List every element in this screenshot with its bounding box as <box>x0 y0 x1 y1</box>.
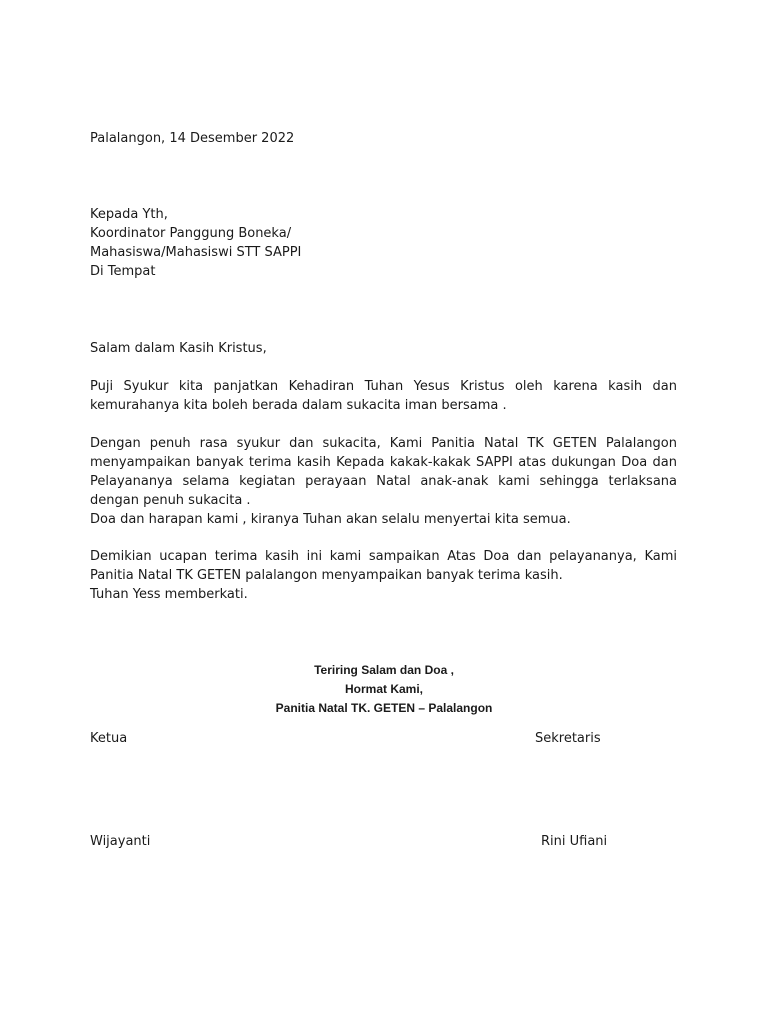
paragraph-closing: Demikian ucapan terima kasih ini kami sampaikan Atas Doa dan pelayananya, Kami Panitia Natal TK GETEN palalangon menyampaikan banyak terima kasih. <box>90 549 677 583</box>
recipient-line: Mahasiswa/Mahasiswi STT SAPPI <box>90 245 302 260</box>
place-date: Palalangon, 14 Desember 2022 <box>90 131 295 146</box>
paragraph-blessing: Tuhan Yess memberkati. <box>90 587 248 602</box>
signatory-role-chair: Ketua <box>90 731 128 746</box>
signatory-name-secretary: Rini Ufiani <box>541 834 608 849</box>
greeting: Salam dalam Kasih Kristus, <box>90 341 267 356</box>
signatory-role-secretary: Sekretaris <box>535 731 601 746</box>
signatory-name-chair: Wijayanti <box>90 834 151 849</box>
recipient-block <box>90 205 677 281</box>
paragraph-opening: Puji Syukur kita panjatkan Kehadiran Tuhan Yesus Kristus oleh karena kasih dan kemurahanya kita boleh berada dalam sukacita iman bersama . <box>90 379 677 413</box>
recipient-line: Kepada Yth, <box>90 207 168 222</box>
closing-line: Panitia Natal TK. GETEN – Palalangon <box>275 701 493 715</box>
closing-line: Teriring Salam dan Doa , <box>314 663 454 677</box>
recipient-line: Koordinator Panggung Boneka/ <box>90 226 292 241</box>
paragraph-thanks: Dengan penuh rasa syukur dan sukacita, Kami Panitia Natal TK GETEN Palalangon menyampaikan banyak terima kasih Kepada kakak-kakak SAPPI atas dukungan Doa dan Pelayananya selama kegiatan perayaan Natal anak-anak kami sehingga terlaksana dengan penuh sukacita . <box>90 436 677 508</box>
closing-line: Hormat Kami, <box>344 682 424 696</box>
recipient-line: Di Tempat <box>90 264 156 279</box>
paragraph-prayer: Doa dan harapan kami , kiranya Tuhan akan selalu menyertai kita semua. <box>90 512 571 527</box>
closing-block <box>90 661 678 718</box>
